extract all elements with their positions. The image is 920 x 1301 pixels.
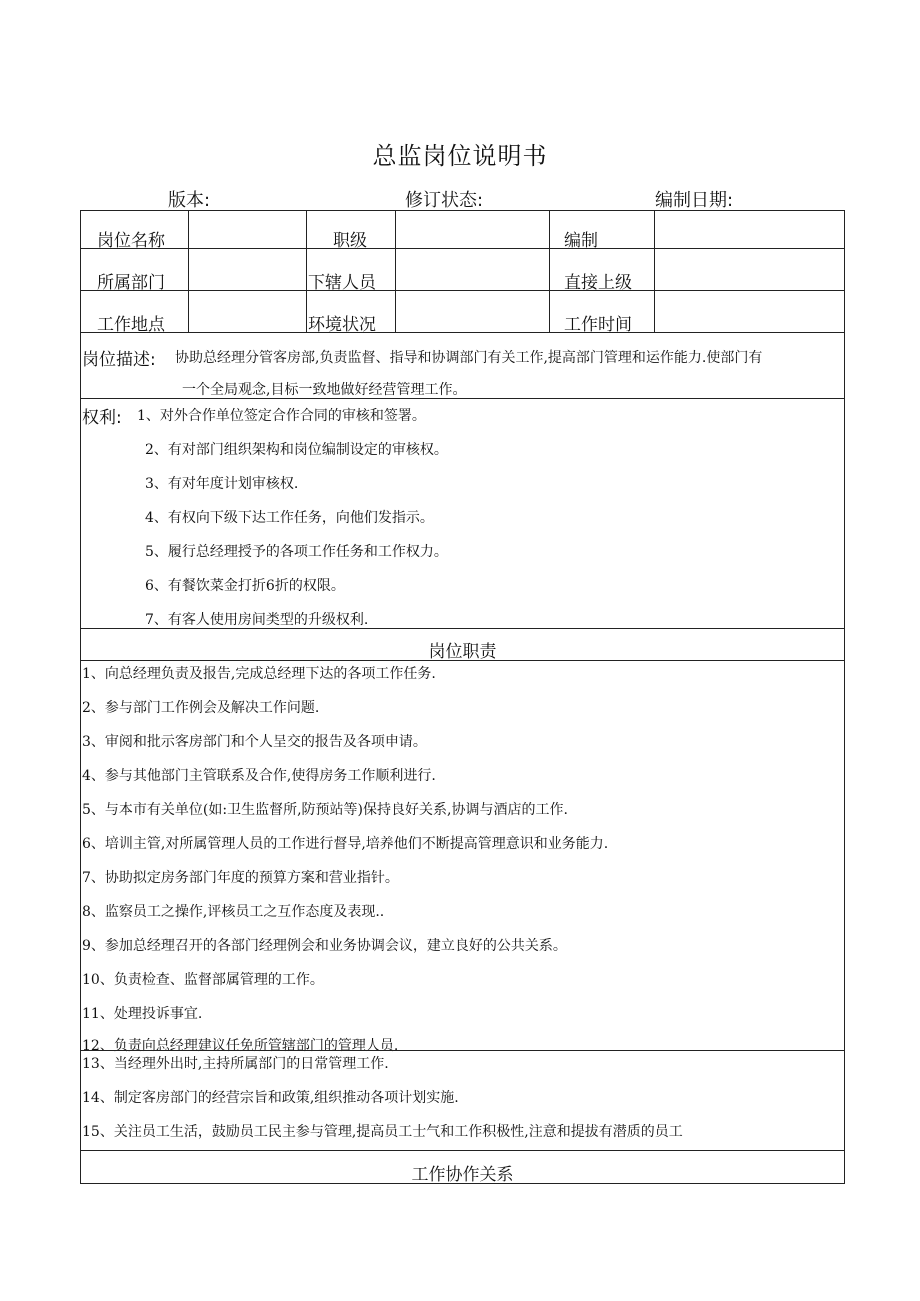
supervisor-label: 直接上级 (564, 273, 632, 293)
duty-item: 5、与本市有关单位(如:卫生监督所,防预站等)保持良好关系,协调与酒店的工作. (82, 802, 568, 818)
date-label: 编制日期: (655, 190, 734, 211)
duty-item: 7、协助拟定房务部门年度的预算方案和营业指针。 (82, 870, 399, 886)
rights-item: 7、有客人使用房间类型的升级权利. (145, 612, 369, 628)
duty-item: 4、参与其他部门主管联系及合作,使得房务工作顺利进行. (82, 768, 436, 784)
divider (80, 1050, 845, 1051)
duty-item: 3、审阅和批示客房部门和个人呈交的报告及各项申请。 (82, 734, 427, 750)
duty-item: 14、制定客房部门的经营宗旨和政策,组织推动各项计划实施. (82, 1090, 459, 1106)
duty-item: 8、监察员工之操作,评核员工之互作态度及表现.. (82, 904, 385, 920)
page-title: 总监岗位说明书 (372, 142, 548, 170)
subordinates-label: 下辖人员 (308, 273, 376, 293)
rights-item: 6、有餐饮菜金打折6折的权限。 (145, 578, 345, 594)
work-location-label: 工作地点 (97, 315, 165, 335)
divider (80, 398, 845, 399)
headcount-label: 编制 (564, 231, 598, 251)
description-label: 岗位描述: (82, 350, 156, 370)
environment-label: 环境状况 (308, 315, 376, 335)
divider (306, 210, 307, 332)
description-line: 一个全局观念,目标一致地做好经营管理工作。 (182, 382, 467, 398)
rights-label: 权利: (82, 408, 122, 428)
department-label: 所属部门 (97, 273, 165, 293)
version-label: 版本: (168, 190, 211, 211)
duty-item: 10、负责检查、监督部属管理的工作。 (82, 972, 324, 988)
duty-item: 15、关注员工生活，鼓励员工民主参与管理,提高员工士气和工作积极性,注意和提拔有潜质的员工 (82, 1124, 683, 1140)
rights-item: 4、有权向下级下达工作任务，向他们发指示。 (145, 510, 434, 526)
divider (395, 210, 396, 332)
grade-label: 职级 (333, 231, 367, 251)
duty-item: 13、当经理外出时,主持所属部门的日常管理工作. (82, 1056, 389, 1072)
divider (80, 628, 845, 629)
divider (654, 210, 655, 332)
rights-item: 3、有对年度计划审核权. (145, 476, 299, 492)
duty-item: 1、向总经理负责及报告,完成总经理下达的各项工作任务. (82, 666, 436, 682)
duty-item: 2、参与部门工作例会及解决工作问题. (82, 700, 320, 716)
rights-item: 1、对外合作单位签定合作合同的审核和签署。 (137, 408, 426, 424)
duties-heading: 岗位职责 (428, 642, 497, 662)
revision-label: 修订状态: (405, 190, 484, 211)
divider (549, 210, 550, 332)
duty-item: 11、处理投诉事宜. (82, 1006, 203, 1022)
work-hours-label: 工作时间 (564, 315, 632, 335)
duty-item: 6、培训主管,对所属管理人员的工作进行督导,培养他们不断提高管理意识和业务能力. (82, 836, 609, 852)
duty-item: 9、参加总经理召开的各部门经理例会和业务协调会议，建立良好的公共关系。 (82, 938, 567, 954)
divider (80, 248, 845, 249)
rights-item: 2、有对部门组织架构和岗位编制设定的审核权。 (145, 442, 448, 458)
divider (188, 210, 189, 332)
divider (80, 290, 845, 291)
description-line: 协助总经理分管客房部,负责监督、指导和协调部门有关工作,提高部门管理和运作能力.使部门有 (175, 350, 763, 366)
divider (80, 332, 845, 333)
divider (80, 660, 845, 661)
duty-item: 12、负责向总经理建议任免所管辖部门的管理人员. (82, 1038, 399, 1054)
position-name-label: 岗位名称 (97, 231, 165, 251)
cooperation-heading: 工作协作关系 (411, 1165, 514, 1185)
rights-item: 5、履行总经理授予的各项工作任务和工作权力。 (145, 544, 448, 560)
divider (80, 1150, 845, 1151)
